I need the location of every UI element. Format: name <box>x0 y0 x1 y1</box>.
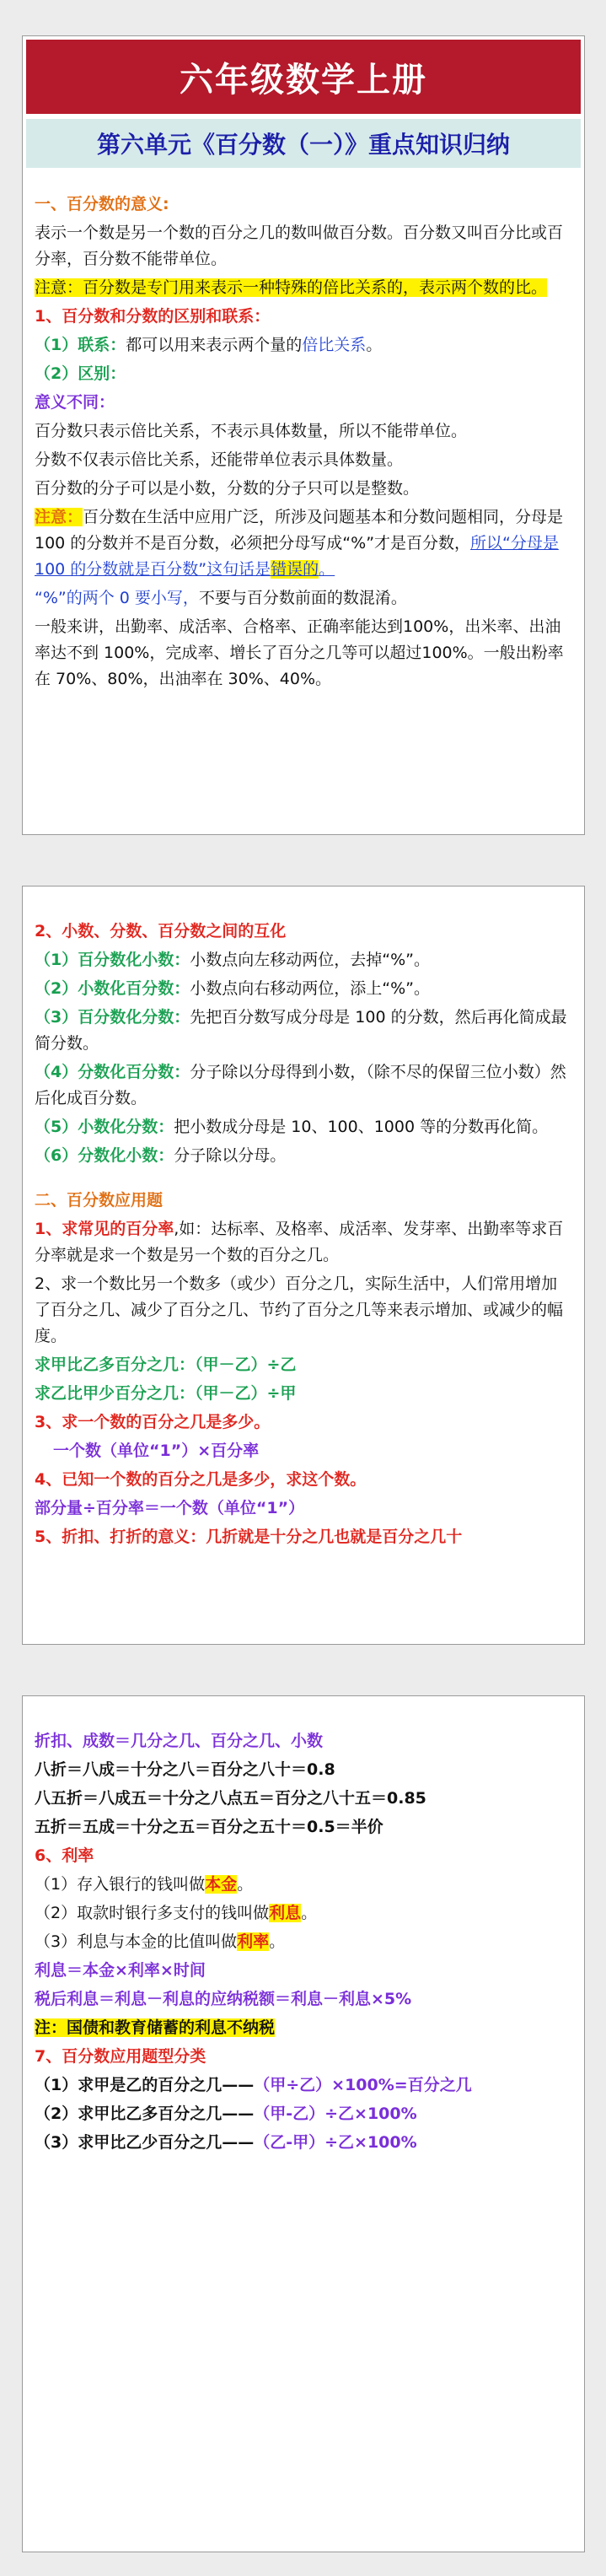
conversion-item: （5）小数化分数：把小数成分母是 10、100、1000 等的分数再化简。 <box>35 1118 549 1136</box>
card-section-2 <box>22 886 585 1645</box>
page-title: 六年级数学上册 <box>26 40 581 114</box>
formula-more: 求甲比乙多百分之几：（甲－乙）÷乙 <box>35 1355 297 1374</box>
interest-item-3: （3）利息与本金的比值叫做利率。 <box>35 1932 286 1951</box>
heading-discount: 折扣、成数＝几分之几、百分之几、小数 <box>35 1732 324 1750</box>
section-discount-interest <box>23 1696 584 2156</box>
heading-difference: 1、百分数和分数的区别和联系： <box>35 307 271 326</box>
note-paragraph: 注意：百分数在生活中应用广泛，所涉及问题基本和分数问题相同，分母是 100 的分数并不是百分数，必须把分母写成“%”才是百分数，所以“分母是 100 的分数就是百分数”这句话是错误的。 <box>35 508 564 579</box>
question-4: 4、已知一个数的百分之几是多少，求这个数。 <box>35 1470 367 1489</box>
question-2: 2、求一个数比另一个数多（或少）百分之几，实际生活中，人们常用增加了百分之几、减少了百分之几、节约了百分之几等来表示增加、或减少的幅度。 <box>35 1275 564 1345</box>
heading-interest: 6、利率 <box>35 1846 94 1865</box>
card-section-3 <box>22 1695 585 2552</box>
formula-part: 一个数（单位“1”）×百分率 <box>53 1442 260 1460</box>
formula-less: 求乙比甲少百分之几：（甲－乙）÷甲 <box>35 1384 297 1403</box>
diff-line-2: 分数不仅表示倍比关系，还能带单位表示具体数量。 <box>35 450 404 469</box>
discount-example-3: 五折＝五成＝十分之五＝百分之五十＝0.5＝半价 <box>35 1818 383 1836</box>
type-item-1: （1）求甲是乙的百分之几——（甲÷乙）×100%=百分之几 <box>35 2076 472 2094</box>
section-meaning <box>23 168 584 693</box>
discount-example-2: 八五折＝八成五＝十分之八点五＝百分之八十五＝0.85 <box>35 1789 426 1808</box>
conversion-item: （3）百分数化分数：先把百分数写成分母是 100 的分数，然后再化简成最简分数。 <box>35 1008 567 1053</box>
general-rates-text: 一般来讲，出勤率、成活率、合格率、正确率能达到100%，出米率、出油率达不到 100%，完成率、增长了百分之几等可以超过100%。一般出粉率在 70%、80%，出油率在 30%、40%。 <box>35 617 564 688</box>
question-5: 5、折扣、打折的意义：几折就是十分之几也就是百分之几十 <box>35 1528 463 1546</box>
page-subtitle: 第六单元《百分数（一）》重点知识归纳 <box>26 119 581 168</box>
conversion-item: （6）分数化小数：分子除以分母。 <box>35 1146 287 1165</box>
heading-applications: 二、百分数应用题 <box>35 1191 164 1210</box>
diff-line-1: 百分数只表示倍比关系，不表示具体数量，所以不能带单位。 <box>35 422 468 440</box>
discount-example-1: 八折＝八成＝十分之八＝百分之八十＝0.8 <box>35 1760 335 1779</box>
card-section-1 <box>22 35 585 835</box>
heading-conversion: 2、小数、分数、百分数之间的互化 <box>35 922 287 940</box>
question-1: 1、求常见的百分率,如：达标率、及格率、成活率、发芽率、出勤率等求百分率就是求一个数是另一个数的百分之几。 <box>35 1220 564 1264</box>
type-item-3: （3）求甲比乙少百分之几——（乙-甲）÷乙×100% <box>35 2133 417 2152</box>
conversion-item: （2）小数化百分数：小数点向右移动两位，添上“%”。 <box>35 979 430 998</box>
type-item-2: （2）求甲比乙多百分之几——（甲-乙）÷乙×100% <box>35 2104 417 2123</box>
interest-item-2: （2）取款时银行多支付的钱叫做利息。 <box>35 1904 318 1922</box>
interest-item-1: （1）存入银行的钱叫做本金。 <box>35 1875 254 1894</box>
section-conversion <box>23 887 584 1550</box>
conversion-item: （1）百分数化小数：小数点向左移动两位，去掉“%”。 <box>35 951 430 969</box>
conversion-item: （4）分数化百分数：分子除以分母得到小数，（除不尽的保留三位小数）然后化成百分数。 <box>35 1063 566 1107</box>
after-tax-formula: 税后利息＝利息－利息的应纳税额＝利息－利息×5% <box>35 1990 412 2008</box>
formula-whole: 部分量÷百分率＝一个数（单位“1”） <box>35 1499 305 1517</box>
difference-label: （2）区别： <box>35 364 126 383</box>
note-highlight: 注意：百分数是专门用来表示一种特殊的倍比关系的，表示两个数的比。 <box>35 278 548 297</box>
percent-sign-note: “%”的两个 0 要小写，不要与百分数前面的数混淆。 <box>35 589 407 607</box>
question-3: 3、求一个数的百分之几是多少。 <box>35 1413 271 1431</box>
heading-meaning: 一、百分数的意义: <box>35 195 169 213</box>
heading-question-types: 7、百分数应用题型分类 <box>35 2047 206 2066</box>
interest-formula: 利息＝本金×利率×时间 <box>35 1961 206 1980</box>
tax-note: 注：国债和教育储蓄的利息不纳税 <box>35 2018 276 2037</box>
meaning-diff-label: 意义不同： <box>35 393 115 412</box>
diff-line-3: 百分数的分子可以是小数，分数的分子只可以是整数。 <box>35 479 420 498</box>
definition-text: 表示一个数是另一个数的百分之几的数叫做百分数。百分数又叫百分比或百分率，百分数不能带单位。 <box>35 224 564 268</box>
relation-line: （1）联系：都可以用来表示两个量的倍比关系。 <box>35 336 383 354</box>
